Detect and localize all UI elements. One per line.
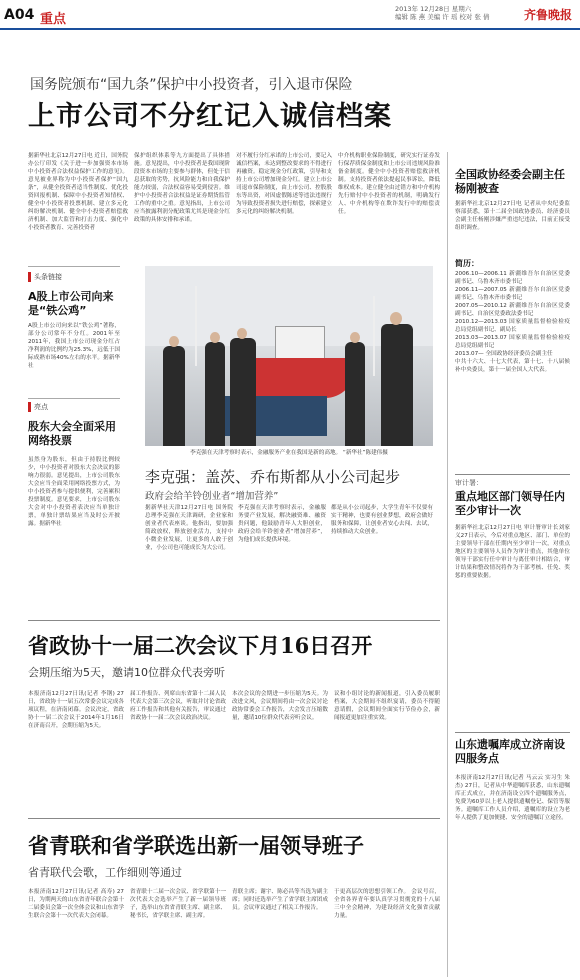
divider — [28, 818, 440, 819]
sidebar-tag-2: 亮点 — [28, 402, 48, 412]
story3-col1: 本报济南12月27日讯(记者 李钢) 27日，省政协十一届五次常委会议完成各项议程，在济南闭幕。会议决定，省政协十一届二次会议于2014年1月16日在济南召开，会期压缩为5天。 — [28, 691, 124, 729]
story3-subheadline: 会期压缩为5天，邀请10位群众代表旁听 — [28, 666, 225, 679]
story2-col2: 李克强在天津考察时表示，金融服务要产业发展，解决融资难、融资贵问题，他鼓励青年人大胆创业，政府会给羊铃创业者“增加营养”，为他们成长提供环境。 — [238, 505, 326, 543]
story1-col4: 中介机构职业保险制度，研究实行证券发行保荐质保金制度和上市公司违规风险准备金制度。健全中小投资者赔偿救济机制。支持投资者依法提起民事诉讼，降低维权成本。建立健全由过错方和中介机构先行赔付中小投资者的机制，明确发行人、中介机构等在欺诈发行中的赔偿责任。 — [338, 153, 440, 215]
story3-headline: 省政协十一届二次会议下月16日召开 — [28, 633, 373, 658]
story3-col4: 议和小组讨论的新闻报道，引入委员履职档案，大会期间不组织宴请，委员不得随意请假，会议期间全面实行节俭办会，新闻报道更加注重实效。 — [334, 691, 440, 721]
photo-caption: 李克强在天津考察时表示，金融服务产业在我国是新的高地。 “新华社”陈建伟摄 — [190, 450, 388, 456]
story4-col2: 省青联十二届一次会议、省学联第十一次代表大会选举产生了新一届领导班子，选举山东省省青联主席、副主席、秘书长，省学联主席、副主席。 — [130, 889, 226, 919]
right-story2-body: 据新华社北京12月27日电 审计署审计长刘家义27日表示，今后对重点地区、部门、单位的主要领导干部在任期内至少审计一次，对重点地区的主要领导人员作为审计重点，其他单位领导干部实行任中审计与离任审计相结合，审计结果和整改情况将作为干部考核、任免、奖惩的重要依据。 — [455, 525, 570, 579]
section-name: 重点 — [40, 12, 67, 27]
editor-line: 编辑 陈 燕 美编 许 瑶 校对 张 倩 — [395, 13, 490, 21]
story1-col1: 据新华社北京12月27日电 近日，国务院办公厅印发《关于进一步加强资本市场中小投资者合法权益保护工作的意见》。意见被业界称为中小投资者保护“国九条”，从健全投资者适当性制度、优化投资回报机制、保障中小投资者知情权、健全中小投资者投票机制、建立多元化纠纷解决机制、健全中小投资者赔偿救济机制、加大监管和打击力度、强化中小投资者教育、完善投资者 — [28, 153, 128, 231]
story2-col1: 据新华社天津12月27日电 国务院总理李克强在天津调研，企业家和创业者代表座谈。他指出，要加强简政放权，释放创业活力，支持中小微企业发展，让更多的人敢于创业，小公司也可能成长为大公司。 — [145, 505, 233, 551]
right-story1-body: 据新华社北京12月27日电 记者从中央纪委监察部获悉，第十二届全国政协委员、经济委员会副主任杨刚涉嫌严重违纪违法，目前正接受组织调查。 — [455, 201, 570, 231]
divider — [455, 474, 570, 475]
column-divider — [447, 152, 448, 977]
right-story1-title: 全国政协经委会副主任杨刚被查 — [455, 168, 565, 195]
page-header — [0, 0, 580, 30]
sidebar-title: A股上市公司向来是“铁公鸡” — [28, 290, 114, 317]
sidebar-tag: 头条链接 — [28, 272, 62, 282]
story4-headline: 省青联和省学联选出新一届领导班子 — [28, 833, 364, 858]
right-story2-title: 重点地区部门领导任内至少审计一次 — [455, 490, 565, 517]
right-story3-body: 本报济南12月27日讯(记者 马云云 实习生 朱杰) 27日，记者从中华遗嘱库获悉，山东遗嘱库正式成立，并在济南设立四个遗嘱服务点，免费为60岁以上老人提供遗嘱登记、保管等服务。遗嘱库工作人员介绍，遗嘱库的设立为老年人提供了更加便捷、安全的遗嘱订立途径。 — [455, 775, 570, 821]
news-photo — [145, 266, 433, 446]
story1-headline: 上市公司不分红记入诚信档案 — [28, 101, 392, 132]
right-story1-resume: 2006.10—2006.11 新疆维吾尔自治区党委副书记、乌鲁木齐市委书记 2006.11—2007.05 新疆维吾尔自治区党委副书记、乌鲁木齐市委书记 2007.05—2010.12 新疆维吾尔自治区党委副书记、自治区党委政法委书记 2010.12—2013.03 国家质量监督检验检疫总局党组副书记、副局长 2013.03—2013.07 国家质量监督检验检疫总局党组副书记 2013.07— 全国政协经济委员会副主任 中共十六大、十七大代表，第十七、十八届候补中央委员，第十一届全国人大代表。 — [455, 271, 570, 373]
right-story3-title: 山东遗嘱库成立济南设四服务点 — [455, 738, 565, 765]
sidebar-body-2: 虽然身为股东，但由于持股比例较少，中小投资者对股东大会决议的影响力很弱。意见提出，上市公司股东大会应当全面采用网络投票方式，为中小投资者参与提供便利，完善累积投票制度。意见要求，上市公司股东大会对中小投资者表决应当单独计票，单独计票结果应当及时公开披露。据新华社 — [28, 457, 120, 527]
story1-kicker: 国务院颁布“国九条”保护中小投资者，引入退市保险 — [30, 77, 353, 93]
resume-label: 简历： — [455, 259, 479, 268]
story2-col3: 都是从小公司起步，大学生青年不仅要有实干精神，也要有创业梦想，政府会做好服务和保障，让创业者安心去闯、去试，持续推动大众创业。 — [331, 505, 433, 535]
header-meta — [395, 5, 525, 21]
divider — [28, 398, 120, 399]
story4-subheadline: 省青联代会歌，工作细则等通过 — [28, 866, 182, 879]
story4-col3: 青联主席；谢宇、陈必昌等当选为副主席；同时还选举产生了省学联主席团成员。会议审议通过了相关工作报告。 — [232, 889, 328, 911]
story2-subheadline: 政府会给羊铃创业者“增加营养” — [145, 491, 279, 502]
page-number: A04 — [4, 7, 35, 23]
sidebar-body: A股上市公司向来以“铁公鸡”著称，部分公司常年不分红。2001年至2011年，我国上市公司现金分红占净利润的比例约为25.3%，远低于国际成熟市场40%左右的水平。据新华社 — [28, 323, 120, 369]
story4-col4: 于更高层次的思想引领工作。 会议号召，全省各界青年要认真学习贯彻党的十八届三中全会精神，为建设经济文化强省贡献力量。 — [334, 889, 440, 919]
newspaper-logo: 齐鲁晚报 — [524, 8, 573, 22]
date-line: 2013年 12月28日 星期六 — [395, 5, 472, 13]
story3-col3: 本次会议的会期进一步压缩为5天。为改进文风，会议期间将由一次会议讨论政协常委会工作报告，大会发言压缩数量，邀请10位群众代表旁听会议。 — [232, 691, 328, 721]
story3-col2: 届工作报告、列席山东省第十二届人民代表大会第三次会议，听取并讨论省政府工作报告和其他有关报告，审议通过省政协十一届二次会议政治决议。 — [130, 691, 226, 721]
divider — [455, 732, 570, 733]
divider — [28, 266, 120, 267]
story1-col3: 对不履行分红承诺的上市公司，要记入诚信档案，未达到整改要求的不得进行再融资。稳定现金分红政策，引导和支持上市公司增加现金分红。建立上市公司退市保险制度，由上市公司、控股股东等出资，对因虚假陈述等违法违规行为导致投资者损失进行赔偿，探索建立多元化的纠纷解决机制。 — [236, 153, 332, 215]
story1-col2: 保护组织体系等九方面提出了具体措施。意见提出，中小投资者是我国现阶段资本市场的主要参与群体，但处于信息获取的劣势，抗风险能力和自我保护能力较弱，合法权益容易受到侵害。维护中小投资者合法权益是证券期货监管工作的重中之重。意见指出，上市公司应当披露利润分配政策尤其是现金分红政策的具体安排和承诺。 — [134, 153, 230, 223]
story2-headline: 李克强：盖茨、乔布斯都从小公司起步 — [145, 468, 401, 486]
story4-col1: 本报济南12月27日讯(记者 高寿) 27日，为期两天的山东省青年联合会第十二届委员会第一次全体会议和山东省学生联合会第十一次代表大会闭幕。 — [28, 889, 124, 919]
sidebar-title-2: 股东大会全面采用网络投票 — [28, 420, 116, 447]
right-story2-tag: 审计署： — [455, 479, 483, 487]
divider — [28, 620, 440, 621]
